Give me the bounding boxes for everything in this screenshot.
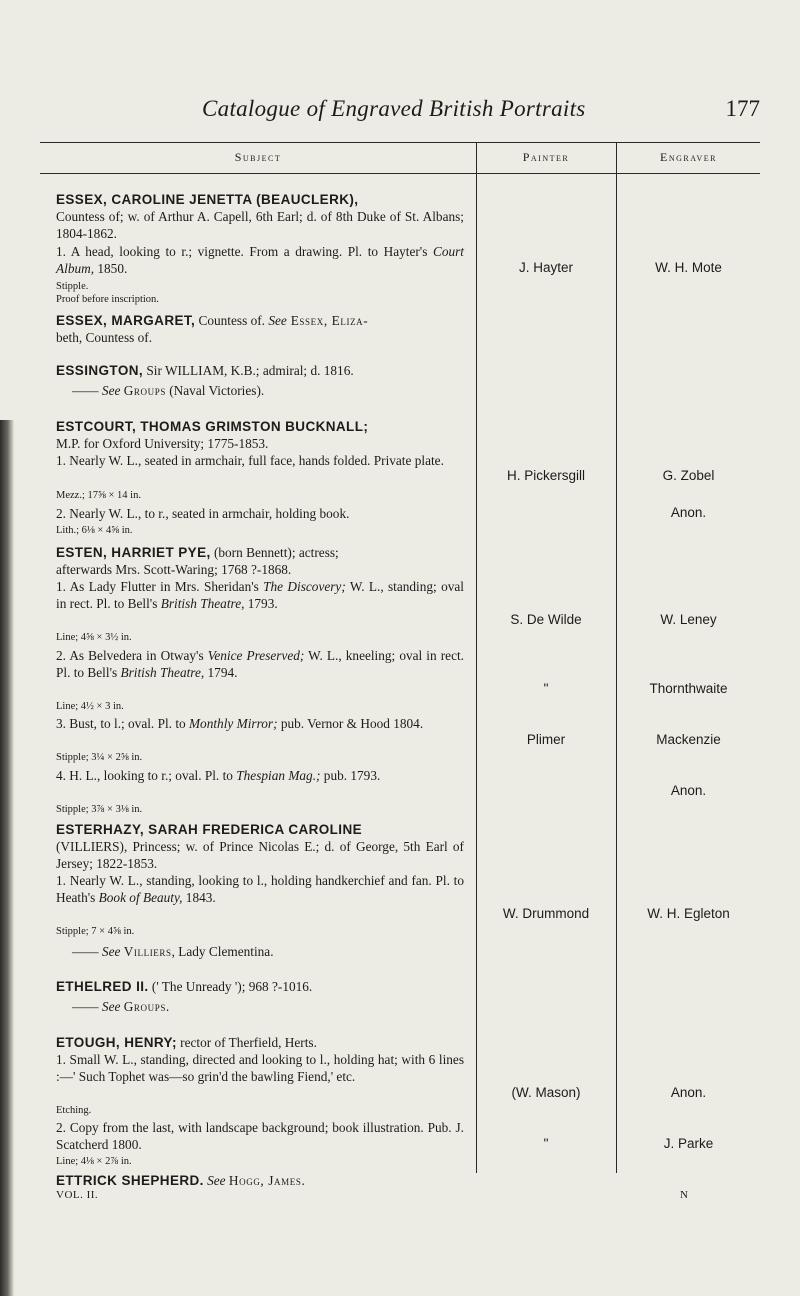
engraver-cell: J. Parke <box>663 1136 714 1151</box>
engraver-cell: Thornthwaite <box>649 681 728 696</box>
entry-ettrick: ETTRICK SHEPHERD. See Hogg, James. <box>56 1173 306 1188</box>
entry-esterhazy-portrait-1: 1. Nearly W. L., standing, looking to l., holding handkerchief and fan. Pl. to Heath's Book of Beauty, 1843. <box>56 873 464 905</box>
entry-etough-note-1: Etching. <box>56 1105 92 1116</box>
engraver-cell: Anon. <box>670 783 707 798</box>
painter-cell: Plimer <box>526 732 566 747</box>
entry-essex-margaret: ESSEX, MARGARET, Countess of. See Essex, Eliza- <box>56 313 369 328</box>
engraver-cell: Mackenzie <box>656 732 721 747</box>
entry-ethelred: ETHELRED II. (' The Unready '); 968 ?-1016. <box>56 979 313 994</box>
entry-etough-portrait-1: 1. Small W. L., standing, directed and looking to l., holding hat; with 6 lines :—' Such Tophet was—so grin'd the bawling Fiend,' etc. <box>56 1052 464 1084</box>
engraver-cell: Anon. <box>670 505 707 520</box>
entry-esterhazy-desc: (VILLIERS), Princess; w. of Prince Nicolas E.; d. of George, 5th Earl of Jersey; 1822-1853. <box>56 839 464 871</box>
engraver-cell: Anon. <box>670 1085 707 1100</box>
entry-essex-caroline-name: ESSEX, CAROLINE JENETTA (BEAUCLERK), <box>56 192 359 207</box>
entry-etough-note-2: Line; 4⅛ × 2⅞ in. <box>56 1156 132 1167</box>
entry-esten-desc: afterwards Mrs. Scott-Waring; 1768 ?-1868. <box>56 562 292 577</box>
entry-esten-portrait-4: 4. H. L., looking to r.; oval. Pl. to Thespian Mag.; pub. 1793. <box>56 768 381 783</box>
entry-estcourt-desc: M.P. for Oxford University; 1775-1853. <box>56 436 269 451</box>
entry-esten-portrait-2: 2. As Belvedera in Otway's Venice Preserved; W. L., kneeling; oval in rect. Pl. to Bell's British Theatre, 1794. <box>56 648 464 680</box>
entry-ethelred-see: —— See Groups. <box>72 999 170 1014</box>
entry-esten-portrait-3: 3. Bust, to l.; oval. Pl. to Monthly Mirror; pub. Vernor & Hood 1804. <box>56 716 424 731</box>
entry-essex-caroline-portrait-1: 1. A head, looking to r.; vignette. From a drawing. Pl. to Hayter's Court Album, 1850. <box>56 244 464 276</box>
table-top-rule <box>40 142 760 143</box>
column-header-engraver: Engraver <box>660 150 717 164</box>
entry-etough-portrait-2: 2. Copy from the last, with landscape background; book illustration. Pub. J. Scatcherd 1800. <box>56 1120 464 1152</box>
entry-esten-portrait-1: 1. As Lady Flutter in Mrs. Sheridan's The Discovery; W. L., standing; oval in rect. Pl. to Bell's British Theatre, 1793. <box>56 579 464 611</box>
column-divider-painter <box>476 143 477 1173</box>
entry-estcourt-note-2: Lith.; 6⅛ × 4⅝ in. <box>56 525 133 536</box>
entry-essington: ESSINGTON, Sir WILLIAM, K.B.; admiral; d. 1816. <box>56 363 354 378</box>
entry-esten-note-3: Stipple; 3¼ × 2⅝ in. <box>56 752 143 763</box>
page-number: 177 <box>725 96 760 121</box>
painter-cell: H. Pickersgill <box>506 468 585 483</box>
entry-esten-note-1: Line; 4⅝ × 3½ in. <box>56 632 132 643</box>
column-header-painter: Painter <box>522 150 570 164</box>
entry-etough-name: ETOUGH, HENRY; rector of Therfield, Herts. <box>56 1035 317 1050</box>
running-title: Catalogue of Engraved British Portraits <box>202 96 586 121</box>
entry-esten-note-4: Stipple; 3⅞ × 3⅛ in. <box>56 804 143 815</box>
entry-essex-caroline-proof: Proof before inscription. <box>56 294 159 305</box>
painter-cell: W. Drummond <box>502 906 590 921</box>
signature-mark: N <box>680 1189 689 1201</box>
engraver-cell: W. H. Mote <box>655 260 722 275</box>
entry-essex-margaret-ref: beth, Countess of. <box>56 330 153 345</box>
painter-cell: J. Hayter <box>518 260 573 275</box>
entry-essex-caroline-desc: Countess of; w. of Arthur A. Capell, 6th Earl; d. of 8th Duke of St. Albans; 1804-1862. <box>56 209 464 241</box>
entry-esterhazy-name: ESTERHAZY, SARAH FREDERICA CAROLINE <box>56 822 363 837</box>
entry-esterhazy-see: —— See Villiers, Lady Clementina. <box>72 944 274 959</box>
entry-estcourt-portrait-2: 2. Nearly W. L., to r., seated in armchair, holding book. <box>56 506 350 521</box>
column-header-subject: Subject <box>234 150 282 164</box>
engraver-cell: W. Leney <box>660 612 717 627</box>
painter-cell: (W. Mason) <box>511 1085 581 1100</box>
entry-essington-see: —— See Groups (Naval Victories). <box>72 383 265 398</box>
table-header-rule <box>40 173 760 174</box>
engraver-cell: G. Zobel <box>662 468 715 483</box>
entry-estcourt-note-1: Mezz.; 17⅝ × 14 in. <box>56 490 141 501</box>
page-header <box>40 96 760 128</box>
entry-esten-name: ESTEN, HARRIET PYE, (born Bennett); actress; <box>56 545 339 560</box>
entry-essex-caroline-note: Stipple. <box>56 281 89 292</box>
book-spine-shadow <box>0 420 14 1296</box>
painter-cell: " <box>543 681 549 696</box>
entry-estcourt-portrait-1: 1. Nearly W. L., seated in armchair, full face, hands folded. Private plate. <box>56 453 444 468</box>
entry-esten-note-2: Line; 4½ × 3 in. <box>56 701 124 712</box>
entry-estcourt-name: ESTCOURT, THOMAS GRIMSTON BUCKNALL; <box>56 419 369 434</box>
column-divider-engraver <box>616 143 617 1173</box>
entry-esterhazy-note: Stipple; 7 × 4⅝ in. <box>56 926 135 937</box>
painter-cell: " <box>543 1136 549 1151</box>
engraver-cell: W. H. Egleton <box>647 906 730 921</box>
painter-cell: S. De Wilde <box>510 612 582 627</box>
volume-label: VOL. II. <box>56 1189 99 1201</box>
